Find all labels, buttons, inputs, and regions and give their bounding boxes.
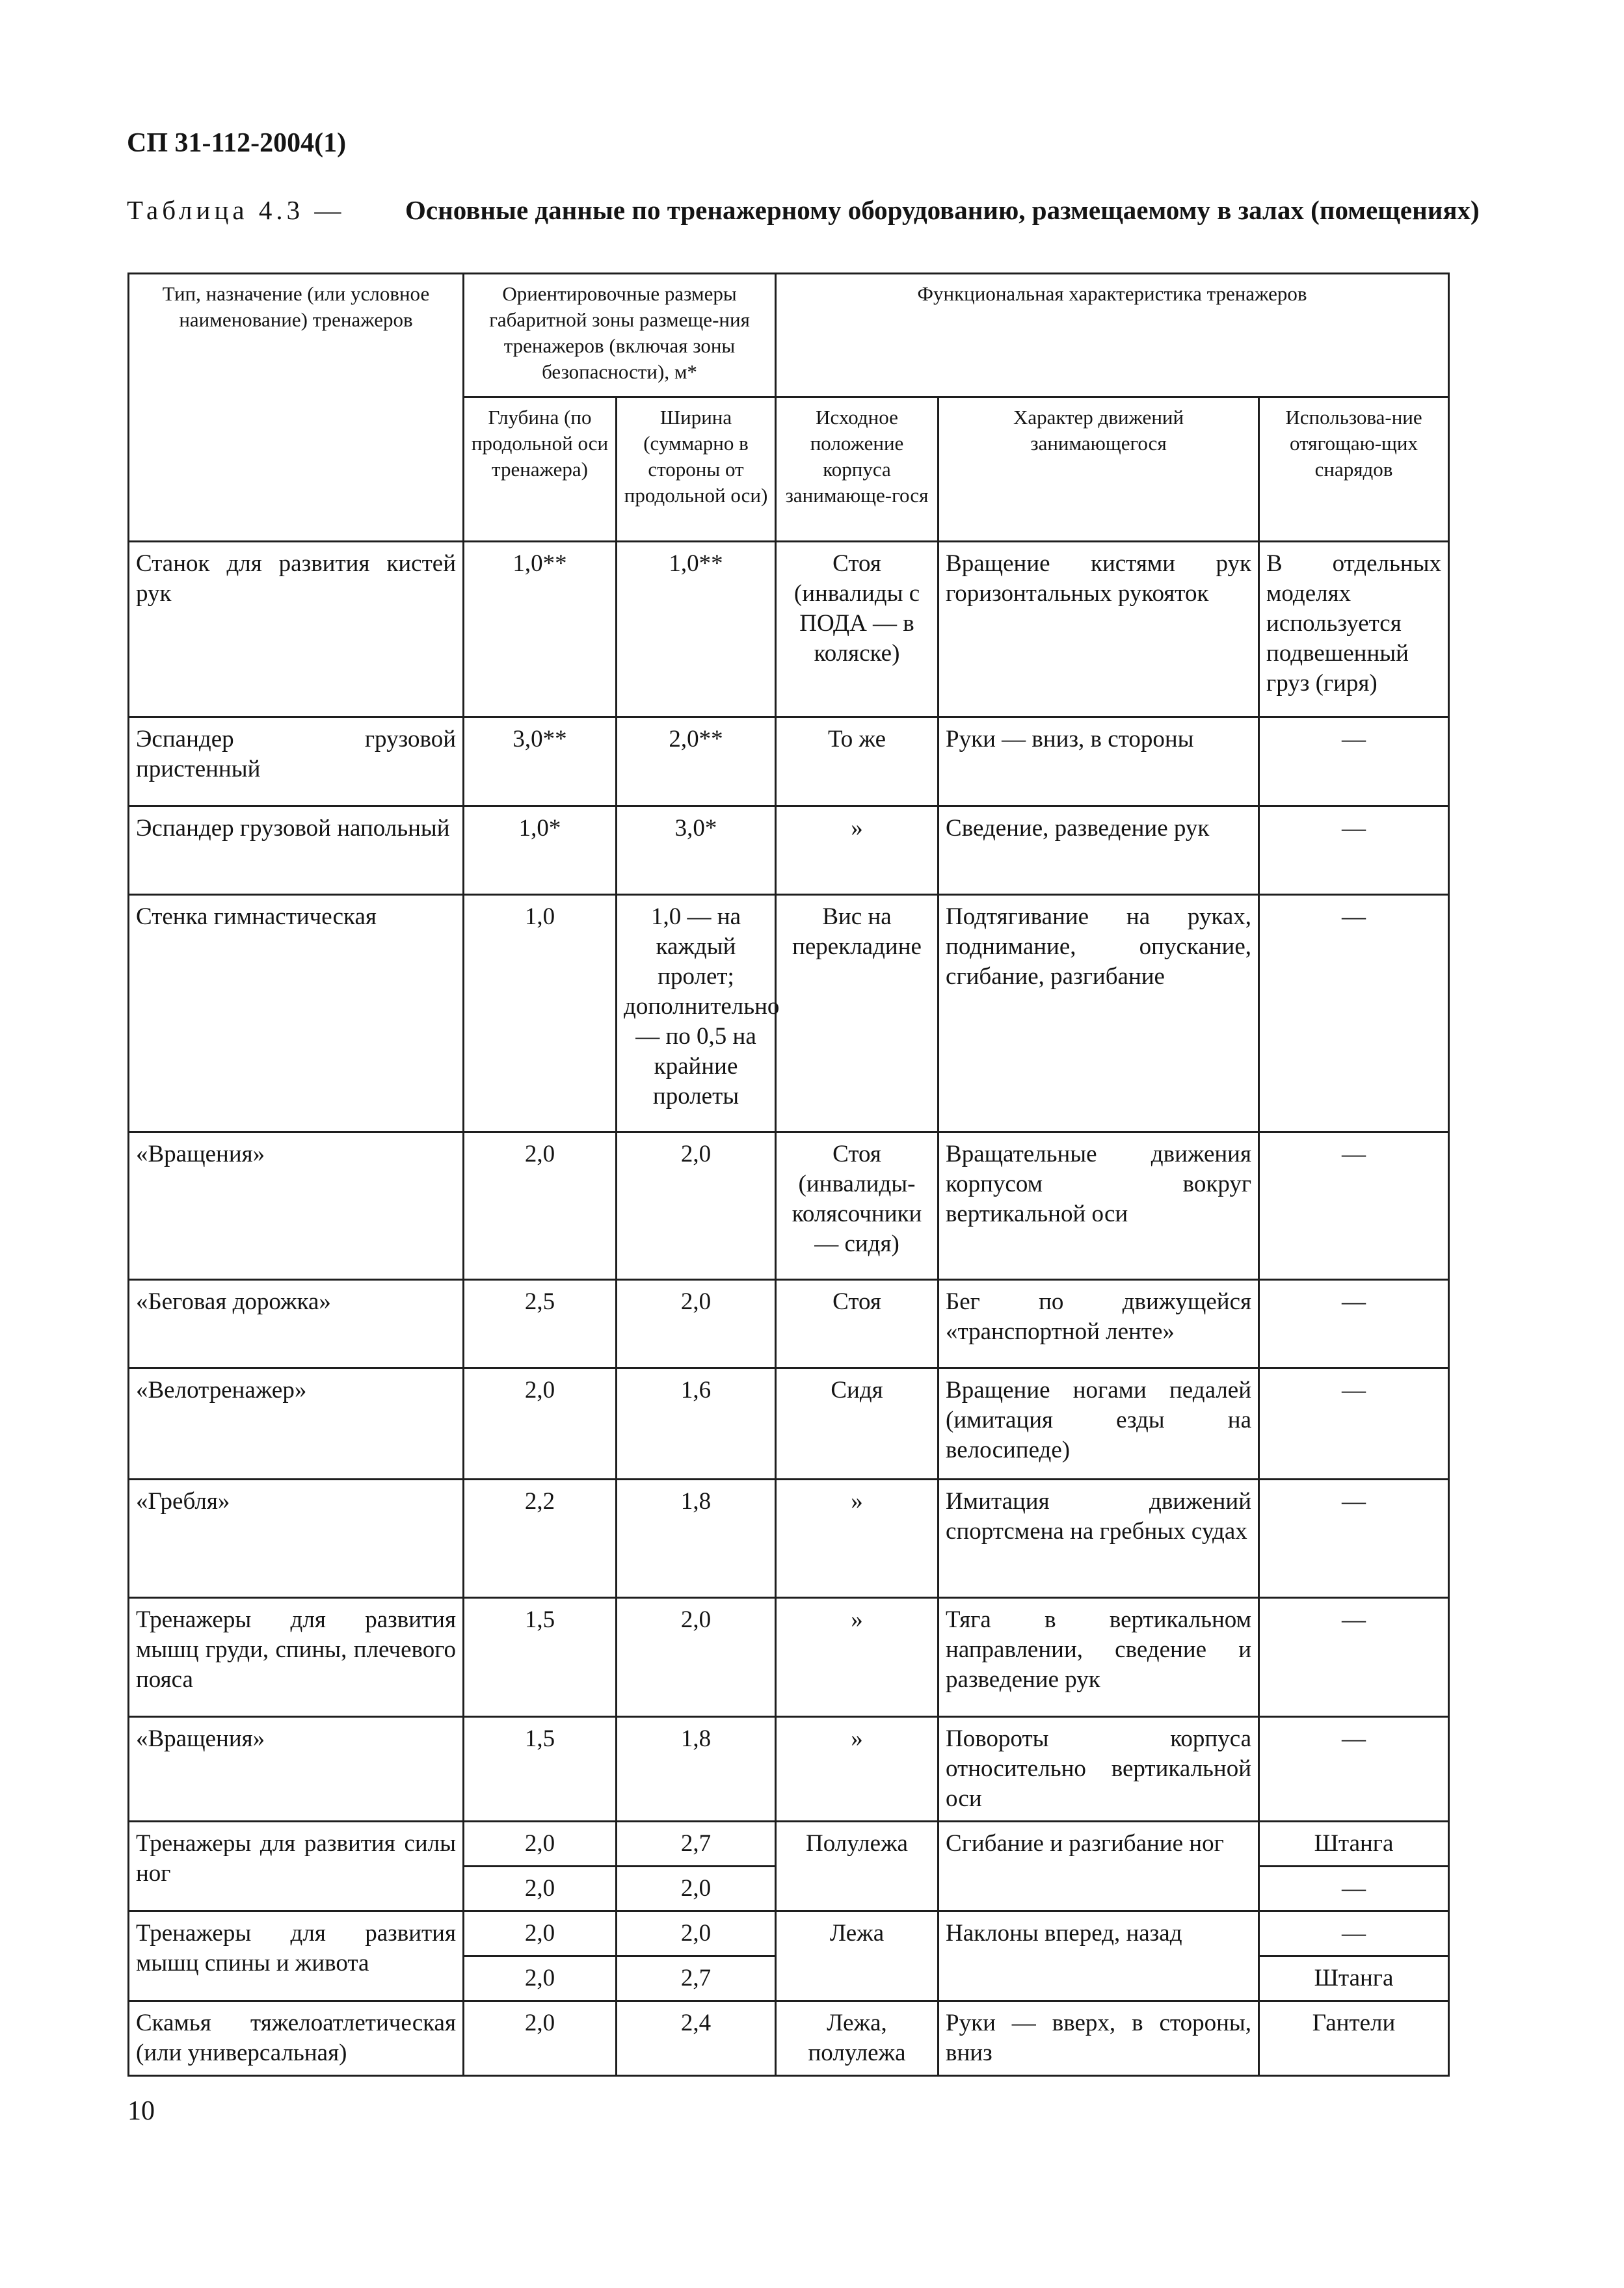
cell-depth: 2,0: [464, 1822, 617, 1867]
cell-width: 2,7: [617, 1822, 776, 1867]
table-row: [129, 1822, 1449, 1867]
cell-type: «Гребля»: [129, 1480, 464, 1598]
cell-depth: 2,2: [464, 1480, 617, 1598]
cell-width: 2,0: [617, 1911, 776, 1956]
cell-movements: Имитация движений спортсмена на гребных судах: [938, 1480, 1259, 1598]
cell-width: 2,0**: [617, 717, 776, 806]
cell-position: »: [776, 1717, 938, 1822]
cell-weights: —: [1259, 1717, 1449, 1822]
cell-weights: Штанга: [1259, 1822, 1449, 1867]
cell-movements: Подтягивание на руках, поднимание, опускание, сгибание, разгибание: [938, 895, 1259, 1132]
cell-position: То же: [776, 717, 938, 806]
cell-type: Станок для развития кистей рук: [129, 542, 464, 717]
cell-width: 3,0*: [617, 806, 776, 895]
table-row: [129, 2001, 1449, 2076]
cell-position: »: [776, 1598, 938, 1717]
table-row: [129, 1368, 1449, 1480]
cell-movements: Руки — вниз, в стороны: [938, 717, 1259, 806]
page-number: 10: [127, 2096, 155, 2126]
cell-weights: В отдельных моделях используется подвешенный груз (гиря): [1259, 542, 1449, 717]
cell-weights: Штанга: [1259, 1956, 1449, 2001]
cell-depth: 1,0: [464, 895, 617, 1132]
cell-type: «Беговая дорожка»: [129, 1280, 464, 1368]
cell-position: Полулежа: [776, 1822, 938, 1911]
table-row: [129, 1280, 1449, 1368]
cell-width: 1,6: [617, 1368, 776, 1480]
table-caption-title: Основные данные по тренажерному оборудованию, размещаемому в залах (помещениях): [405, 195, 1480, 225]
cell-position: »: [776, 806, 938, 895]
cell-width: 2,0: [617, 1280, 776, 1368]
cell-position: »: [776, 1480, 938, 1598]
header-position: Исходное положение корпуса занимающе-гося: [776, 397, 938, 542]
cell-weights: —: [1259, 1911, 1449, 1956]
cell-depth: 2,0: [464, 1911, 617, 1956]
header-movements: Характер движений занимающегося: [938, 397, 1259, 542]
cell-width: 2,0: [617, 1867, 776, 1911]
cell-weights: —: [1259, 1368, 1449, 1480]
cell-width: 1,0**: [617, 542, 776, 717]
cell-movements: Повороты корпуса относительно вертикальной оси: [938, 1717, 1259, 1822]
cell-type: «Вращения»: [129, 1132, 464, 1280]
table-caption-label: Таблица 4.3 —: [127, 195, 345, 225]
cell-type: Скамья тяжелоатлетическая (или универсальная): [129, 2001, 464, 2076]
cell-position: Лежа: [776, 1911, 938, 2001]
document-code: СП 31-112-2004(1): [127, 128, 347, 158]
table-row: [129, 717, 1449, 806]
cell-movements: Руки — вверх, в стороны, вниз: [938, 2001, 1259, 2076]
cell-position: Вис на перекладине: [776, 895, 938, 1132]
cell-type: «Вращения»: [129, 1717, 464, 1822]
cell-movements: Сгибание и разгибание ног: [938, 1822, 1259, 1911]
cell-type: Тренажеры для развития мышц груди, спины, плечевого пояса: [129, 1598, 464, 1717]
cell-type: «Велотренажер»: [129, 1368, 464, 1480]
cell-weights: —: [1259, 806, 1449, 895]
cell-movements: Наклоны вперед, назад: [938, 1911, 1259, 2001]
table-row: [129, 1598, 1449, 1717]
cell-movements: Вращение кистями рук горизонтальных рукояток: [938, 542, 1259, 717]
header-sizes-group: Ориентировочные размеры габаритной зоны размеще-ния тренажеров (включая зоны безопасности), м*: [464, 274, 776, 397]
header-type: Тип, назначение (или условное наименование) тренажеров: [129, 274, 464, 542]
cell-weights: —: [1259, 1867, 1449, 1911]
cell-width: 2,7: [617, 1956, 776, 2001]
cell-width: 1,0 — на каждый пролет; дополнительно — по 0,5 на крайние пролеты: [617, 895, 776, 1132]
cell-position: Стоя (инвалиды с ПОДА — в коляске): [776, 542, 938, 717]
cell-depth: 1,0*: [464, 806, 617, 895]
table-row: [129, 1132, 1449, 1280]
cell-position: Стоя: [776, 1280, 938, 1368]
header-weights: Использова-ние отягощаю-щих снарядов: [1259, 397, 1449, 542]
cell-type: Стенка гимнастическая: [129, 895, 464, 1132]
table-row: [129, 542, 1449, 717]
cell-depth: 2,5: [464, 1280, 617, 1368]
table-row: [129, 806, 1449, 895]
cell-movements: Тяга в вертикальном направлении, сведение и разведение рук: [938, 1598, 1259, 1717]
table-row: [129, 1480, 1449, 1598]
cell-movements: Вращение ногами педалей (имитация езды на велосипеде): [938, 1368, 1259, 1480]
cell-width: 2,4: [617, 2001, 776, 2076]
table-body: [129, 542, 1449, 2076]
cell-type: Эспандер грузовой напольный: [129, 806, 464, 895]
cell-depth: 1,5: [464, 1598, 617, 1717]
cell-depth: 2,0: [464, 1956, 617, 2001]
cell-movements: Сведение, разведение рук: [938, 806, 1259, 895]
cell-depth: 2,0: [464, 1867, 617, 1911]
table-row: [129, 1717, 1449, 1822]
cell-weights: —: [1259, 895, 1449, 1132]
cell-weights: —: [1259, 1480, 1449, 1598]
cell-depth: 2,0: [464, 1368, 617, 1480]
header-depth: Глубина (по продольной оси тренажера): [464, 397, 617, 542]
cell-weights: Гантели: [1259, 2001, 1449, 2076]
cell-width: 1,8: [617, 1717, 776, 1822]
equipment-table: [127, 273, 1450, 2077]
cell-type: Тренажеры для развития мышц спины и живота: [129, 1911, 464, 2001]
cell-depth: 2,0: [464, 1132, 617, 1280]
cell-position: Лежа, полулежа: [776, 2001, 938, 2076]
header-width: Ширина (суммарно в стороны от продольной оси): [617, 397, 776, 542]
cell-type: Эспандер грузовой пристенный: [129, 717, 464, 806]
cell-depth: 1,0**: [464, 542, 617, 717]
cell-depth: 3,0**: [464, 717, 617, 806]
table-row: [129, 895, 1449, 1132]
cell-type: Тренажеры для развития силы ног: [129, 1822, 464, 1911]
cell-weights: —: [1259, 717, 1449, 806]
cell-depth: 1,5: [464, 1717, 617, 1822]
cell-width: 2,0: [617, 1132, 776, 1280]
cell-weights: —: [1259, 1132, 1449, 1280]
cell-movements: Бег по движущейся «транспортной ленте»: [938, 1280, 1259, 1368]
cell-weights: —: [1259, 1598, 1449, 1717]
header-functional-group: Функциональная характеристика тренажеров: [776, 274, 1449, 397]
cell-movements: Вращательные движения корпусом вокруг вертикальной оси: [938, 1132, 1259, 1280]
cell-position: Сидя: [776, 1368, 938, 1480]
cell-width: 2,0: [617, 1598, 776, 1717]
cell-width: 1,8: [617, 1480, 776, 1598]
cell-depth: 2,0: [464, 2001, 617, 2076]
cell-position: Стоя (инвалиды-колясочники — сидя): [776, 1132, 938, 1280]
cell-weights: —: [1259, 1280, 1449, 1368]
table-header: [129, 274, 1449, 542]
table-row: [129, 1911, 1449, 1956]
